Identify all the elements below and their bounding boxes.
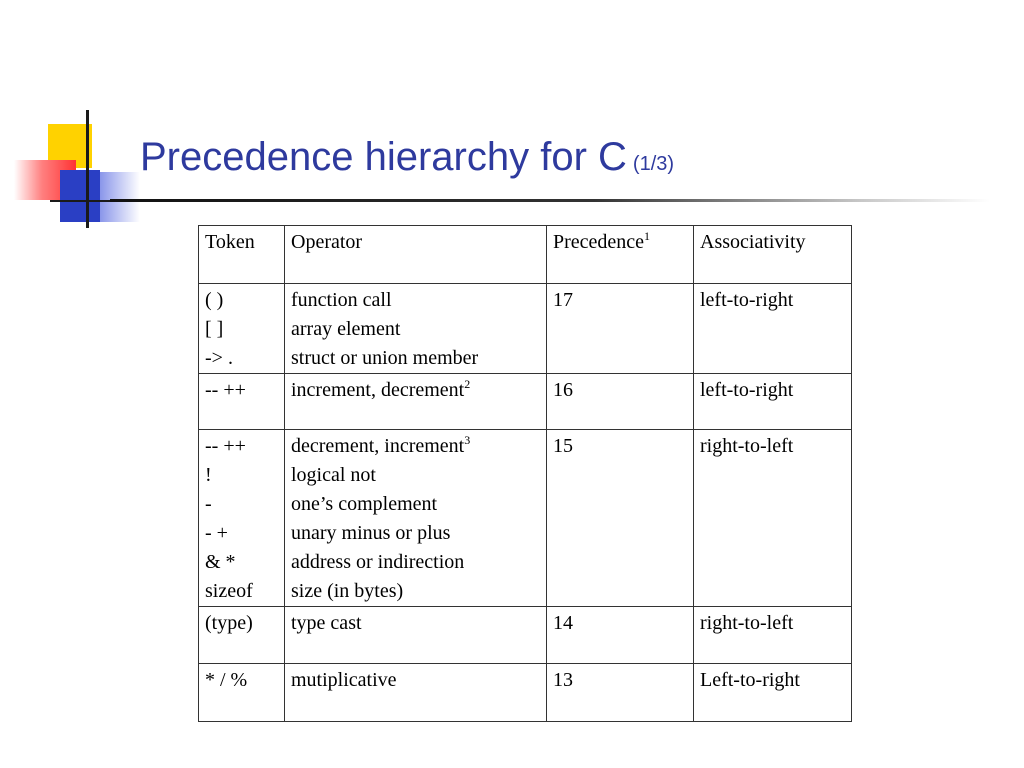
precedence-cell: 17 bbox=[547, 284, 694, 374]
operator-text: unary minus or plus bbox=[291, 522, 451, 544]
token-cell bbox=[199, 430, 285, 607]
table-row bbox=[199, 607, 852, 664]
table-row bbox=[199, 430, 852, 607]
header-associativity-label: Associativity bbox=[700, 231, 806, 253]
operator-footnote: 3 bbox=[464, 433, 471, 447]
operator-text: size (in bytes) bbox=[291, 580, 404, 602]
token-cell bbox=[199, 374, 285, 430]
decor-vertical-line bbox=[86, 110, 89, 228]
header-precedence bbox=[547, 226, 694, 284]
header-token bbox=[199, 226, 285, 284]
precedence-cell: 15 bbox=[547, 430, 694, 607]
operator-label: decrement, increment bbox=[291, 435, 465, 457]
slide-title bbox=[140, 132, 674, 189]
slide-title-text: Precedence hierarchy for C bbox=[140, 135, 627, 179]
token-text: * / % bbox=[205, 669, 248, 691]
operator-cell bbox=[285, 284, 547, 374]
operator-text: address or indirection bbox=[291, 551, 465, 573]
header-operator bbox=[285, 226, 547, 284]
header-token-label: Token bbox=[205, 231, 255, 253]
operator-footnote: 2 bbox=[464, 377, 471, 391]
operator-text bbox=[291, 376, 540, 405]
precedence-table bbox=[198, 225, 852, 722]
operator-text: logical not bbox=[291, 464, 376, 486]
table-row bbox=[199, 284, 852, 374]
token-text: - bbox=[205, 493, 212, 515]
token-text: -> . bbox=[205, 347, 233, 369]
operator-text: mutiplicative bbox=[291, 669, 397, 691]
token-text: [ ] bbox=[205, 318, 224, 340]
operator-text bbox=[291, 432, 540, 461]
token-text: (type) bbox=[205, 612, 253, 634]
header-operator-label: Operator bbox=[291, 231, 363, 253]
token-text: - + bbox=[205, 522, 228, 544]
table-header-row bbox=[199, 226, 852, 284]
table-row bbox=[199, 664, 852, 722]
header-precedence-label: Precedence bbox=[553, 231, 645, 253]
precedence-cell: 16 bbox=[547, 374, 694, 430]
operator-text: one’s complement bbox=[291, 493, 438, 515]
operator-label: increment, decrement bbox=[291, 379, 465, 401]
precedence-cell: 13 bbox=[547, 664, 694, 722]
operator-text: struct or union member bbox=[291, 347, 479, 369]
decor-blue-square bbox=[60, 170, 100, 222]
operator-cell bbox=[285, 374, 547, 430]
token-cell bbox=[199, 284, 285, 374]
slide-title-suffix: (1/3) bbox=[632, 153, 675, 175]
token-text: sizeof bbox=[205, 580, 253, 602]
associativity-cell: right-to-left bbox=[694, 607, 852, 664]
operator-cell bbox=[285, 607, 547, 664]
header-precedence-footnote: 1 bbox=[644, 229, 651, 243]
token-text: -- ++ bbox=[205, 379, 246, 401]
operator-text: type cast bbox=[291, 612, 362, 634]
associativity-cell: right-to-left bbox=[694, 430, 852, 607]
operator-text: function call bbox=[291, 289, 392, 311]
token-text: ! bbox=[205, 464, 212, 486]
token-text: & * bbox=[205, 551, 236, 573]
associativity-cell: Left-to-right bbox=[694, 664, 852, 722]
operator-text: array element bbox=[291, 318, 401, 340]
table-row bbox=[199, 374, 852, 430]
operator-cell bbox=[285, 664, 547, 722]
precedence-cell: 14 bbox=[547, 607, 694, 664]
associativity-cell: left-to-right bbox=[694, 374, 852, 430]
header-associativity bbox=[694, 226, 852, 284]
operator-cell bbox=[285, 430, 547, 607]
decor-blue-fade bbox=[100, 172, 140, 222]
associativity-cell: left-to-right bbox=[694, 284, 852, 374]
token-cell bbox=[199, 664, 285, 722]
token-text: ( ) bbox=[205, 289, 224, 311]
token-cell bbox=[199, 607, 285, 664]
token-text: -- ++ bbox=[205, 435, 246, 457]
title-underline bbox=[110, 199, 990, 202]
